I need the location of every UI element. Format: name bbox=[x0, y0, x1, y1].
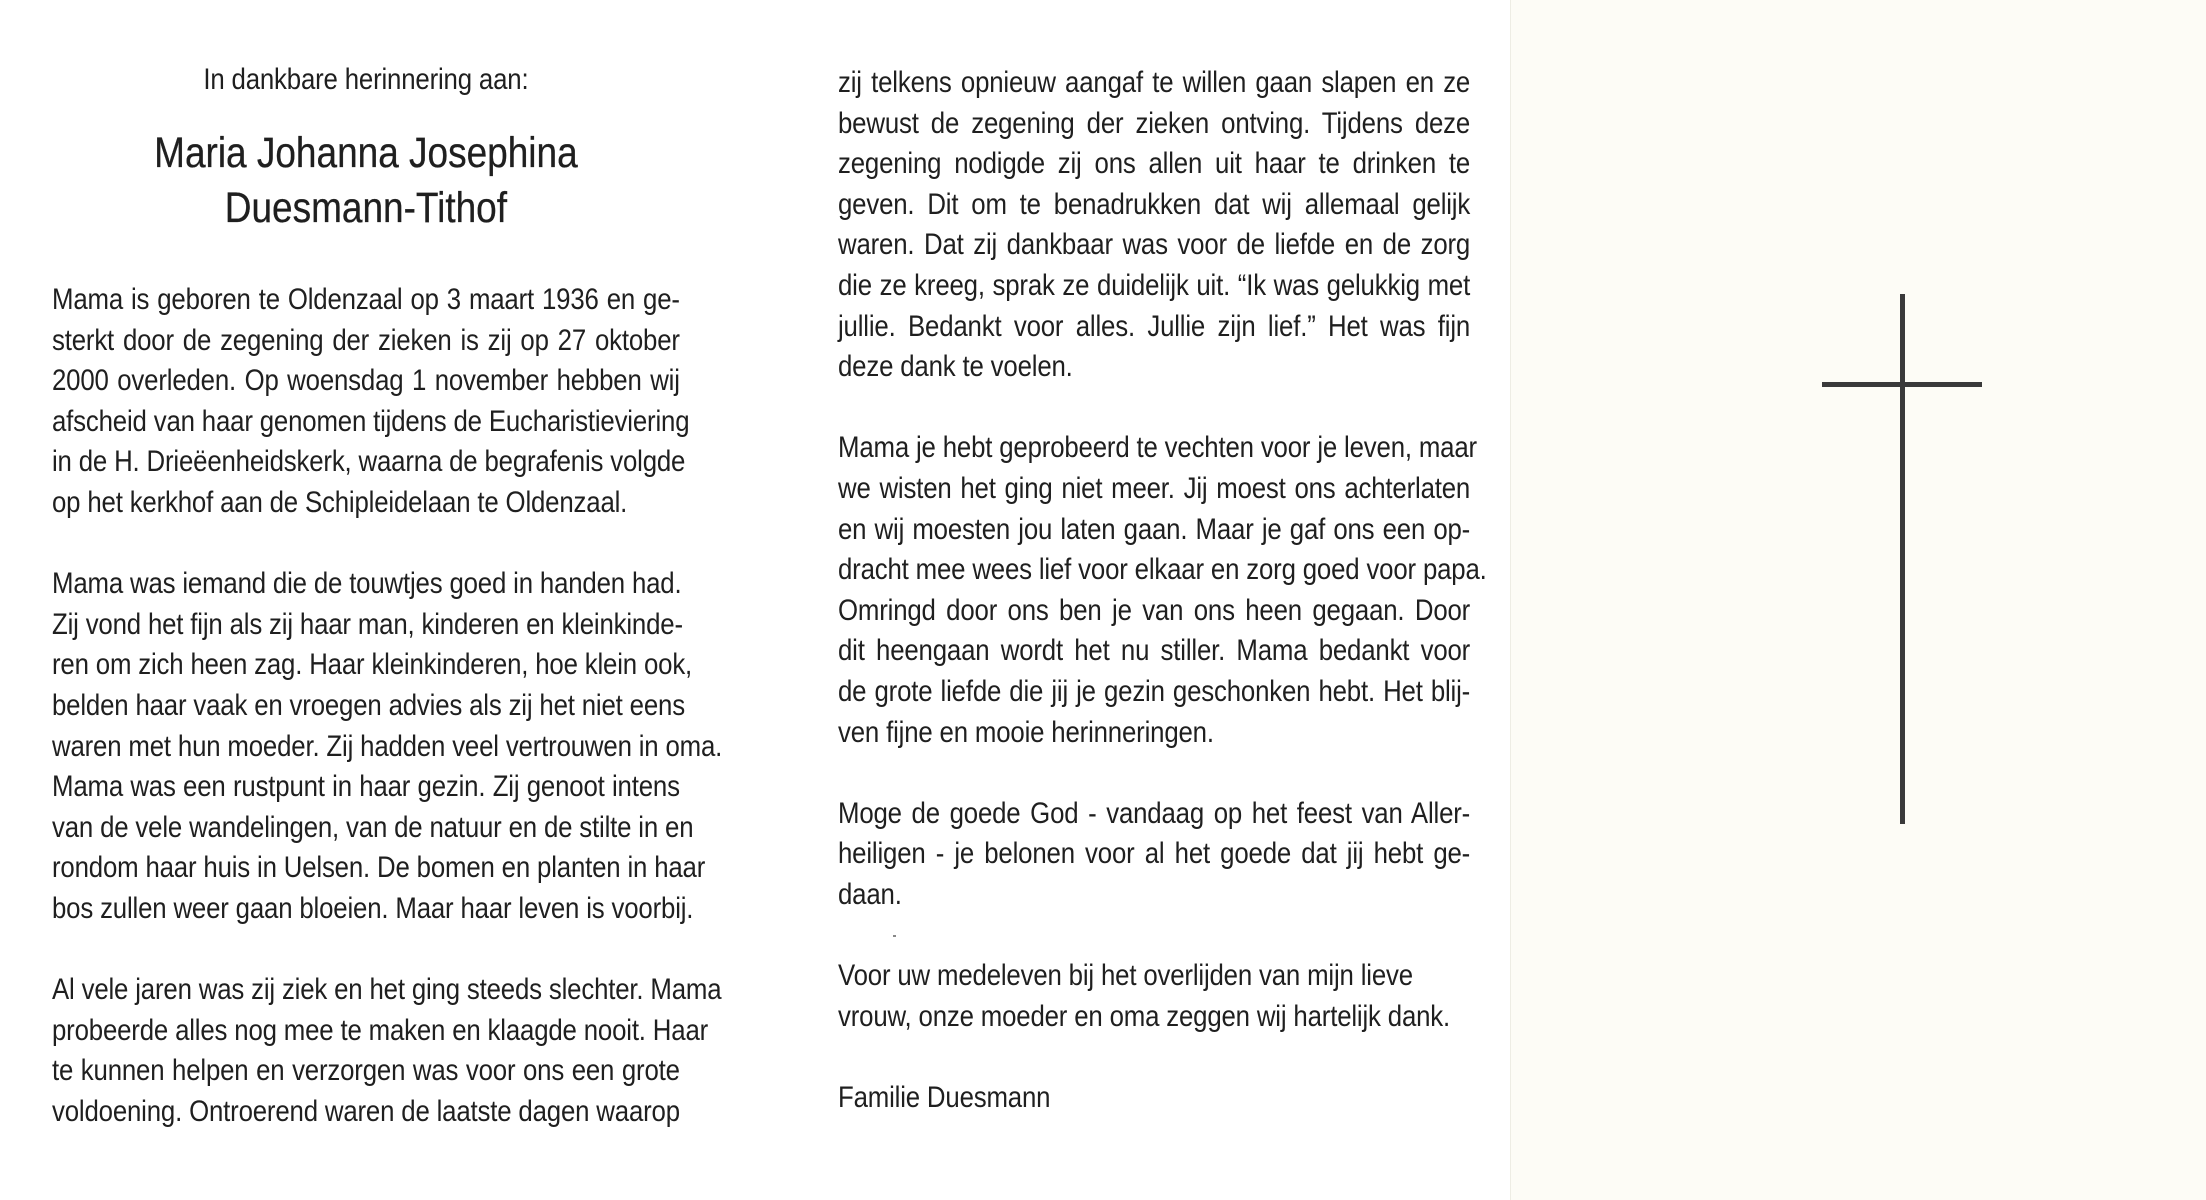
text-line: daan. bbox=[838, 877, 902, 911]
signature-family bbox=[838, 1078, 1470, 1119]
text-line: zij telkens opnieuw aangaf te willen gaan slapen en ze bbox=[838, 66, 1471, 99]
text-line: Mama was een rustpunt in haar gezin. Zij genoot intens bbox=[52, 770, 680, 804]
text-line: voldoening. Ontroerend waren de laatste dagen waarop bbox=[52, 1094, 680, 1128]
deceased-name bbox=[52, 126, 680, 236]
text-line: waren met hun moeder. Zij hadden veel vertrouwen in oma. bbox=[52, 729, 723, 763]
text-line: waren. Dat zij dankbaar was voor de liefde en de zorg bbox=[838, 228, 1471, 262]
text-line: op het kerkhof aan de Schipleidelaan te Oldenzaal. bbox=[52, 485, 628, 519]
cross-horizontal-bar bbox=[1822, 382, 1982, 387]
paragraph-character bbox=[52, 564, 723, 929]
text-line: de grote liefde die jij je gezin geschonken hebt. Het blij- bbox=[838, 674, 1471, 708]
text-line: dit heengaan wordt het nu stiller. Mama bedankt voor bbox=[838, 634, 1471, 668]
text-line: heiligen - je belonen voor al het goede dat jij hebt ge- bbox=[838, 837, 1471, 871]
text-line: afscheid van haar genomen tijdens de Eucharistieviering bbox=[52, 404, 690, 438]
text-line: ven fijne en mooie herinneringen. bbox=[838, 715, 1214, 749]
text-line: bos zullen weer gaan bloeien. Maar haar leven is voorbij. bbox=[52, 891, 694, 925]
text-line: die ze kreeg, sprak ze duidelijk uit. “Ik was gelukkig met bbox=[838, 268, 1471, 302]
text-line: belden haar vaak en vroegen advies als zij het niet eens bbox=[52, 688, 685, 722]
text-line: probeerde alles nog mee te maken en klaagde nooit. Haar bbox=[52, 1013, 709, 1047]
name-line: Maria Johanna Josephina bbox=[154, 129, 578, 177]
text-line: Moge de goede God - vandaag op het feest van Aller- bbox=[838, 796, 1471, 830]
text-line: Voor uw medeleven bij het overlijden van mijn lieve bbox=[838, 959, 1413, 993]
paragraph-birth-funeral bbox=[52, 280, 690, 524]
text-line: zegening nodigde zij ons allen uit haar te drinken te bbox=[838, 147, 1471, 181]
text-line: en wij moesten jou laten gaan. Maar je gaf ons een op- bbox=[838, 512, 1471, 546]
text-line: Mama is geboren te Oldenzaal op 3 maart 1936 en ge- bbox=[52, 283, 680, 316]
name-line: Duesmann-Tithof bbox=[224, 184, 508, 232]
paragraph-blessing bbox=[838, 794, 1470, 916]
paragraph-farewell bbox=[838, 428, 1487, 753]
text-line: deze dank te voelen. bbox=[838, 350, 1073, 384]
text-line: vrouw, onze moeder en oma zeggen wij hartelijk dank. bbox=[838, 999, 1451, 1033]
cross-vertical-bar bbox=[1900, 294, 1905, 824]
paragraph-illness bbox=[52, 970, 722, 1132]
text-line: Mama was iemand die de touwtjes goed in handen had. bbox=[52, 567, 682, 601]
family-name: Familie Duesmann bbox=[838, 1080, 1051, 1114]
text-line: bewust de zegening der zieken ontving. Tijdens deze bbox=[838, 106, 1471, 140]
left-column bbox=[52, 60, 723, 1132]
text-line: Mama je hebt geprobeerd te vechten voor je leven, maar bbox=[838, 431, 1477, 465]
paragraph-last-days bbox=[838, 63, 1470, 388]
text-line: sterkt door de zegening der zieken is zij op 27 oktober bbox=[52, 323, 680, 357]
paragraph-thanks bbox=[838, 956, 1470, 1037]
text-line: Omringd door ons ben je van ons heen gegaan. Door bbox=[838, 593, 1471, 627]
text-line: Al vele jaren was zij ziek en het ging steeds slechter. Mama bbox=[52, 973, 722, 1007]
text-line: jullie. Bedankt voor alles. Jullie zijn lief.” Het was fijn bbox=[838, 309, 1471, 343]
cross-icon bbox=[1822, 294, 1982, 824]
text-line: dracht mee wees lief voor elkaar en zorg goed voor papa. bbox=[838, 553, 1487, 587]
text-line: te kunnen helpen en verzorgen was voor ons een grote bbox=[52, 1054, 680, 1088]
text-line: we wisten het ging niet meer. Jij moest ons achterlaten bbox=[838, 471, 1471, 505]
text-line: ren om zich heen zag. Haar kleinkinderen, hoe klein ook, bbox=[52, 648, 693, 682]
intro-line: In dankbare herinnering aan: bbox=[203, 63, 529, 96]
text-line: Zij vond het fijn als zij haar man, kinderen en kleinkinde- bbox=[52, 607, 683, 641]
text-line: van de vele wandelingen, van de natuur en de stilte in en bbox=[52, 810, 694, 844]
text-line: in de H. Drieëenheidskerk, waarna de begrafenis volgde bbox=[52, 445, 686, 479]
print-speck bbox=[893, 935, 896, 937]
text-line: geven. Dit om te benadrukken dat wij allemaal gelijk bbox=[838, 187, 1471, 221]
right-column bbox=[838, 63, 1487, 1118]
text-line: rondom haar huis in Uelsen. De bomen en planten in haar bbox=[52, 851, 706, 885]
text-line: 2000 overleden. Op woensdag 1 november hebben wij bbox=[52, 364, 680, 398]
